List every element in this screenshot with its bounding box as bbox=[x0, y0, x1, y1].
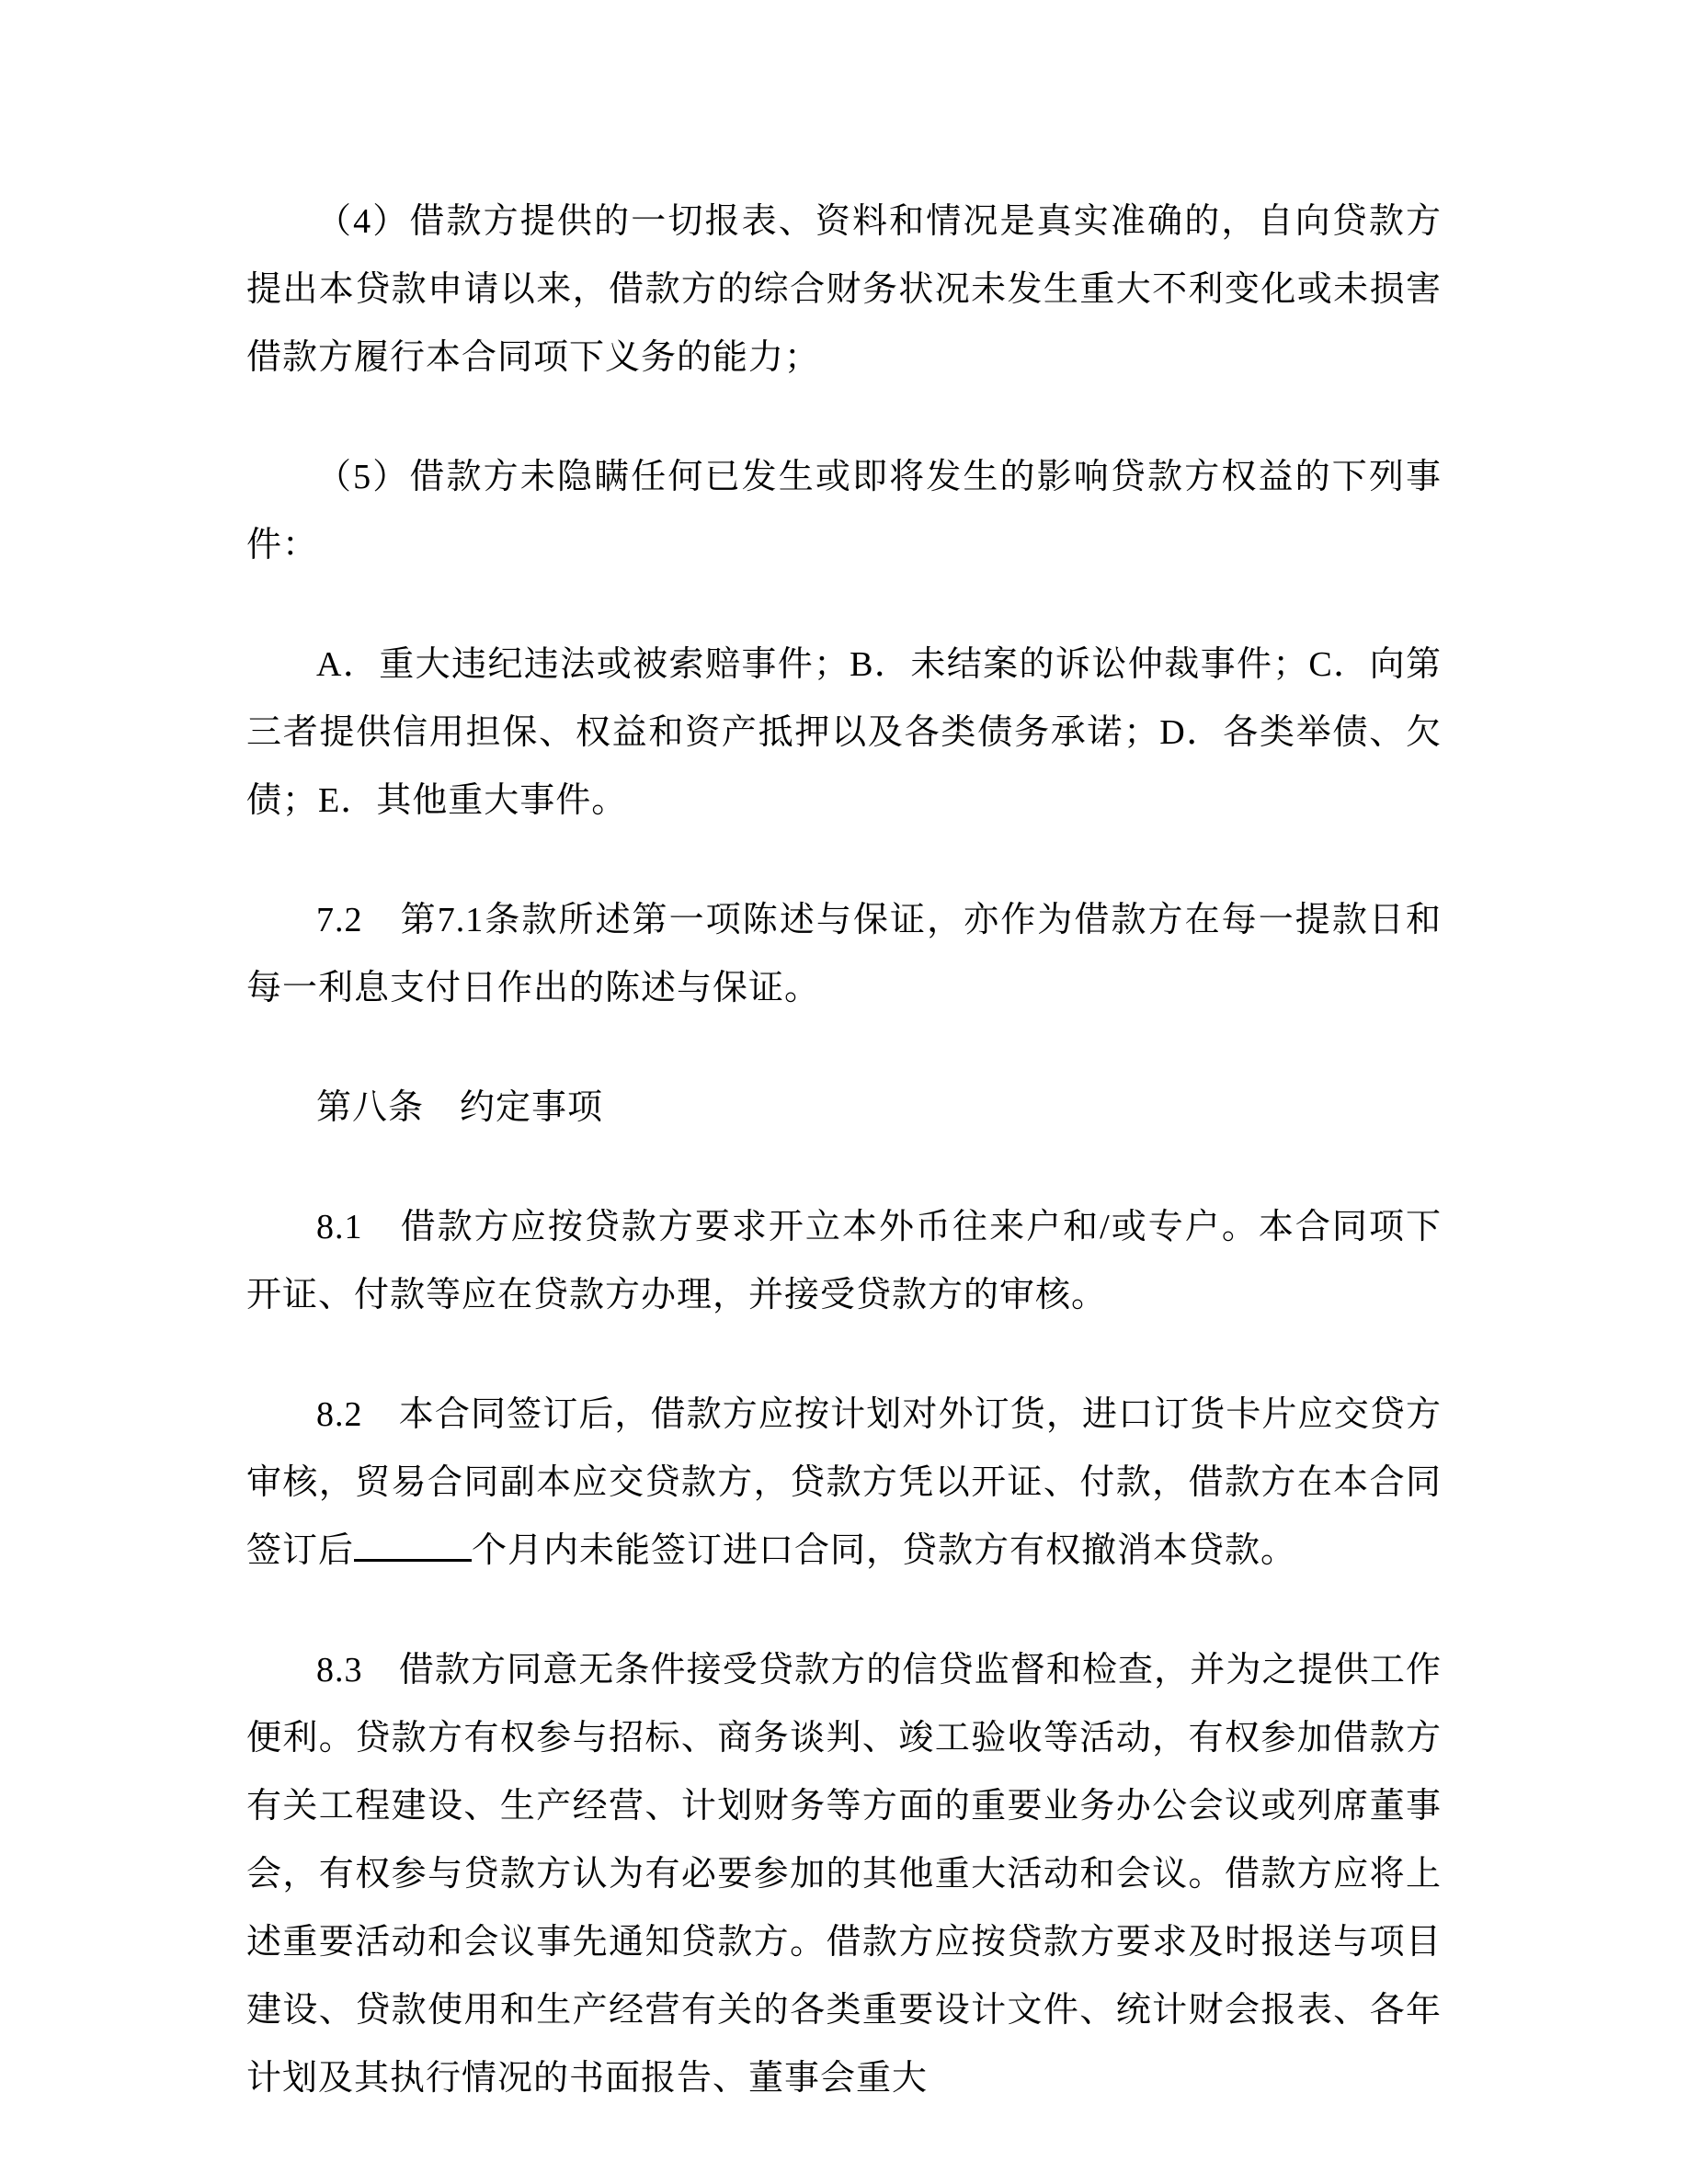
heading-article-8: 第八条 约定事项 bbox=[316, 1088, 604, 1127]
paragraph-clause-8-2 bbox=[246, 1381, 1442, 1585]
paragraph-clause-7-2: 7.2 第7.1条款所述第一项陈述与保证，亦作为借款方在每一提款日和每一利息支付日作出的陈述与保证。 bbox=[246, 901, 1442, 1007]
paragraph-representation-4: （4）借款方提供的一切报表、资料和情况是真实准确的，自向贷款方提出本贷款申请以来，借款方的综合财务状况未发生重大不利变化或未损害借款方履行本合同项下义务的能力； bbox=[246, 202, 1442, 377]
paragraph-clause-8-3: 8.3 借款方同意无条件接受贷款方的信贷监督和检查，并为之提供工作便利。贷款方有权参与招标、商务谈判、竣工验收等活动，有权参加借款方有关工程建设、生产经营、计划财务等方面的重要业务办公会议或列席董事会，有权参与贷款方认为有必要参加的其他重大活动和会议。借款方应将上述重要活动和会议事先通知贷款方。借款方应按贷款方要求及时报送与项目建设、贷款使用和生产经营有关的各类重要设计文件、统计财会报表、各年计划及其执行情况的书面报告、董事会重大 bbox=[246, 1651, 1442, 2098]
paragraph-representation-5: （5）借款方未隐瞒任何已发生或即将发生的影响贷款方权益的下列事件： bbox=[246, 458, 1442, 564]
clause-8-2-text-after-blank: 个月内未能签订进口合同，贷款方有权撤消本贷款。 bbox=[472, 1531, 1297, 1570]
fill-in-blank-line bbox=[354, 1528, 472, 1562]
paragraph-event-items: A．重大违纪违法或被索赔事件；B．未结案的诉讼仲裁事件；C．向第三者提供信用担保、权益和资产抵押以及各类债务承诺；D．各类举债、欠债；E．其他重大事件。 bbox=[246, 645, 1442, 820]
clause-8-2-text-before-blank: 8.2 本合同签订后，借款方应按计划对外订货，进口订货卡片应交贷方审核，贸易合同副本应交贷款方，贷款方凭以开证、付款，借款方在本合同签订后 bbox=[246, 1395, 1442, 1570]
paragraph-clause-8-1: 8.1 借款方应按贷款方要求开立本外币往来户和/或专户。本合同项下开证、付款等应在贷款方办理，并接受贷款方的审核。 bbox=[246, 1208, 1442, 1314]
